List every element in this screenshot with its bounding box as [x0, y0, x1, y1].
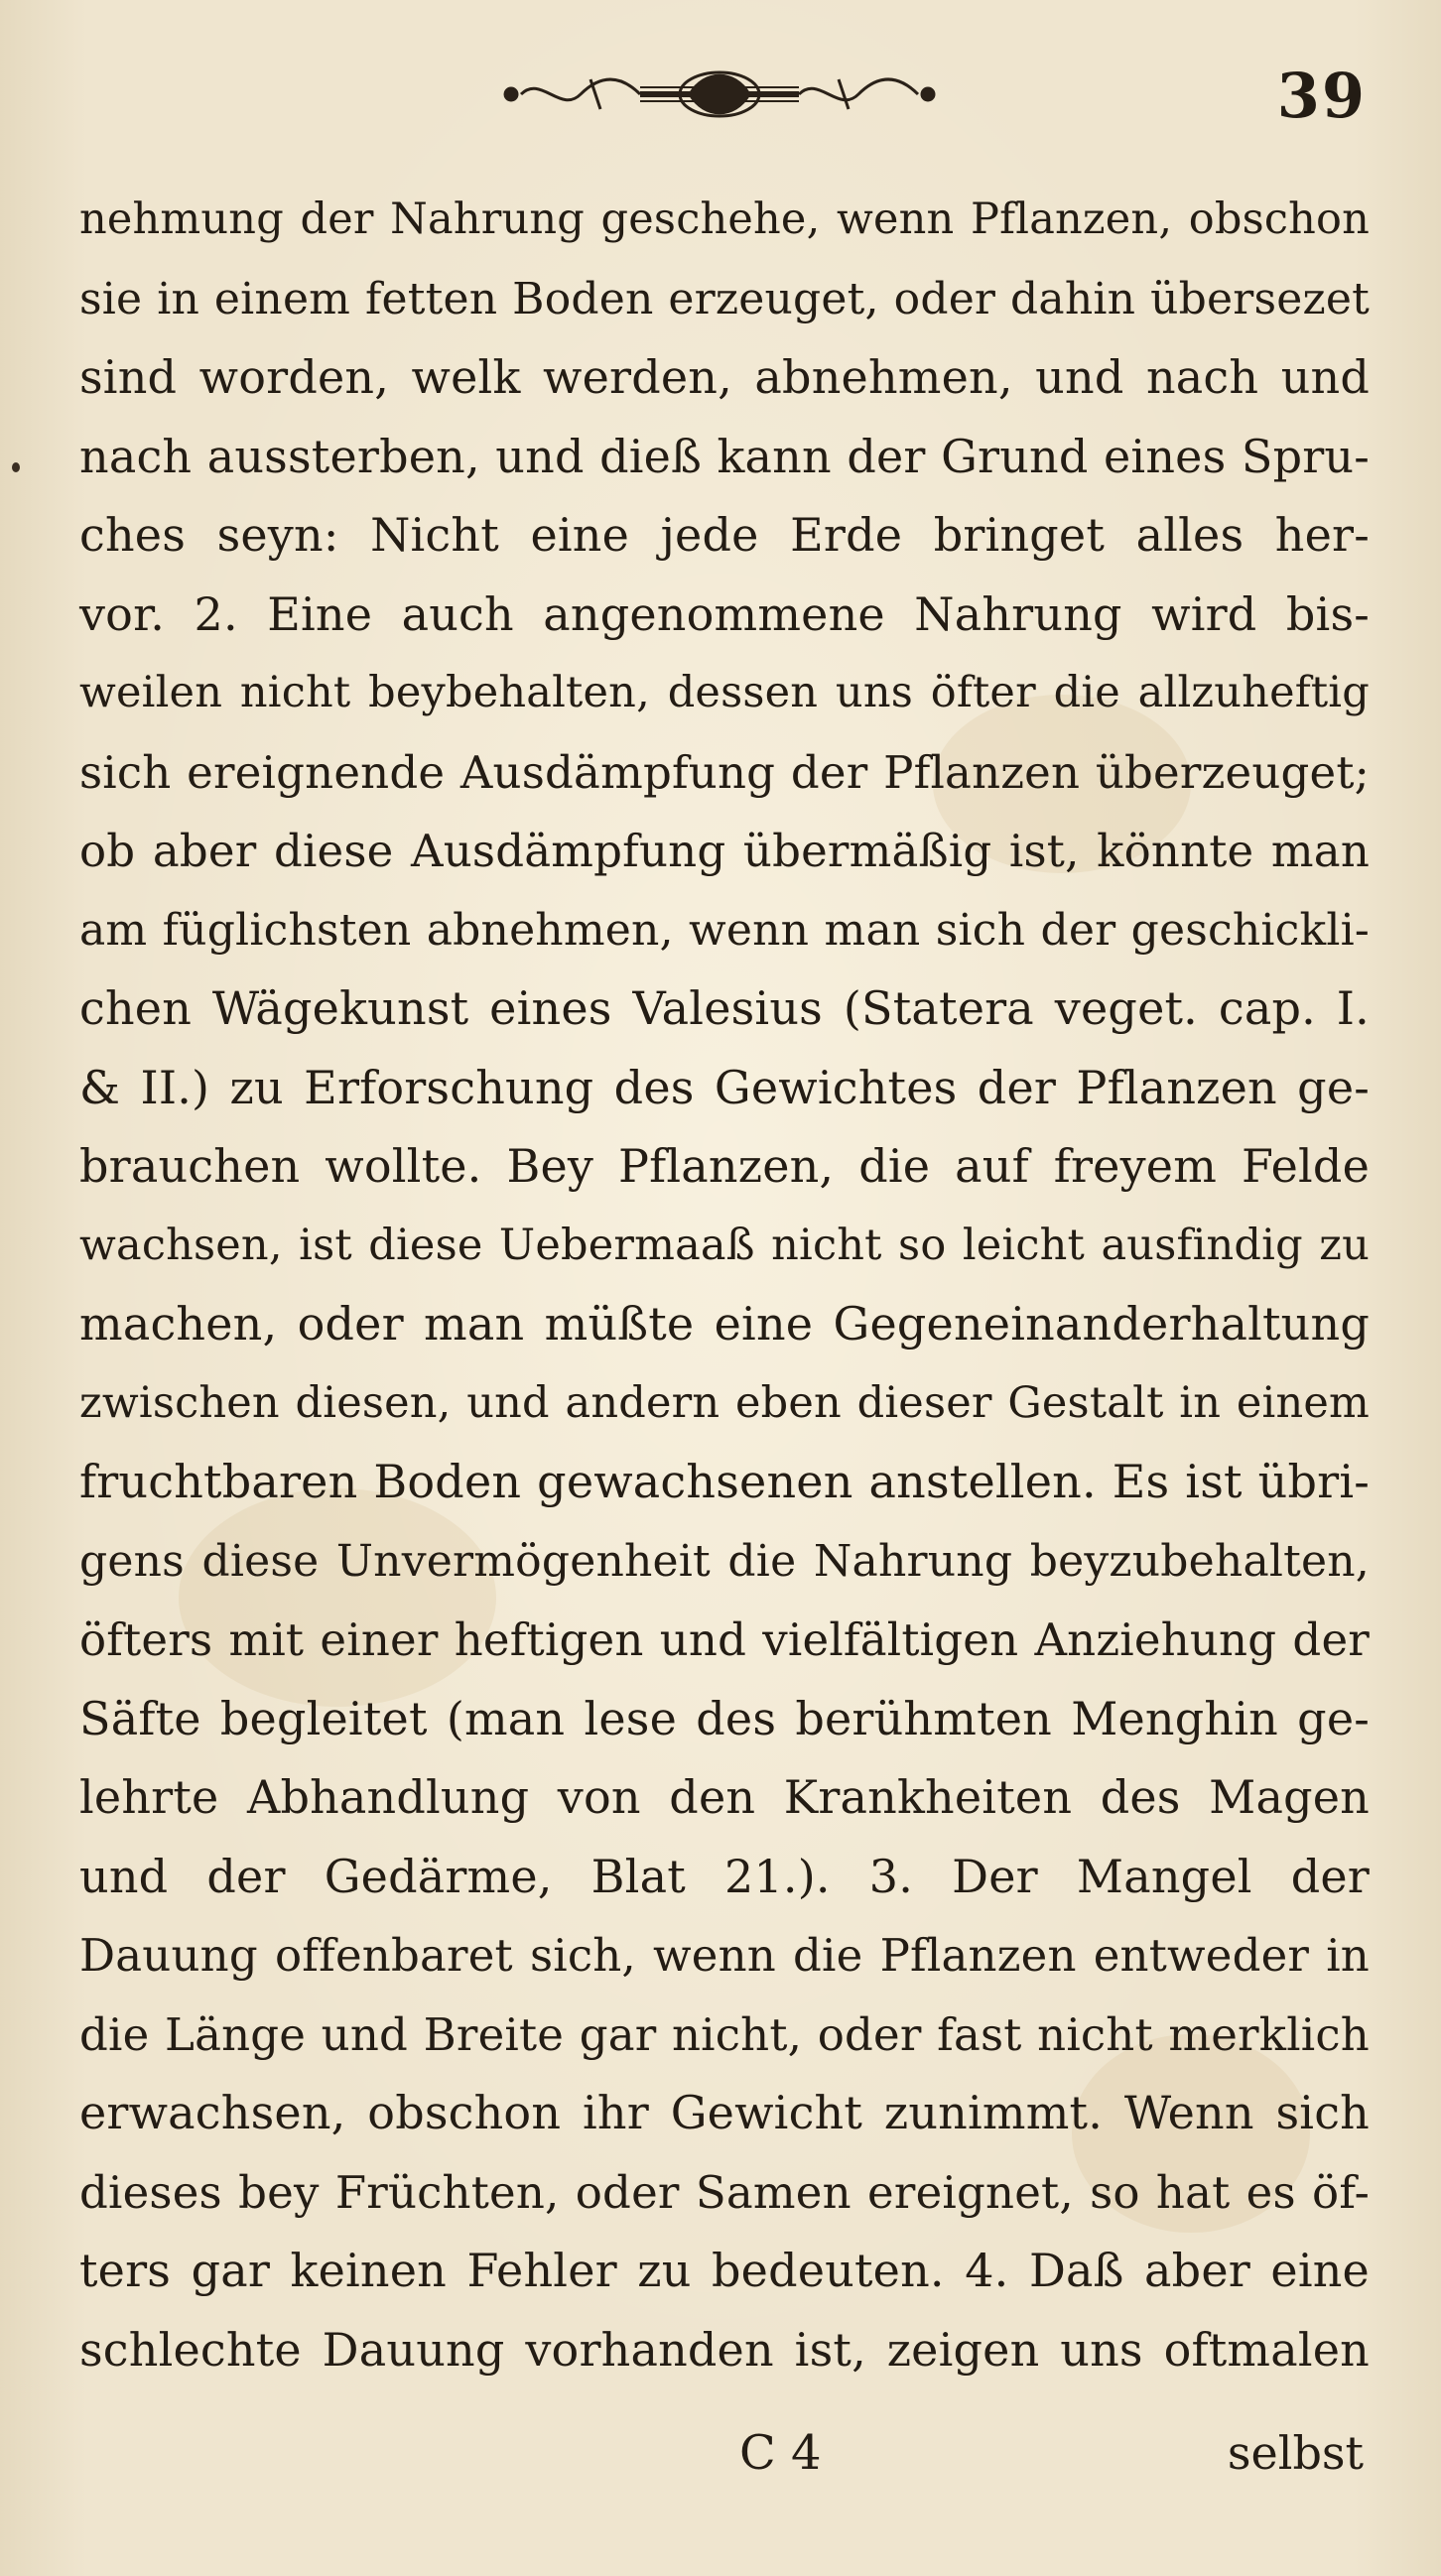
text-line: lehrte Abhandlung von den Krankheiten des Magen	[79, 1770, 1370, 1824]
text-line: am füglichsten abnehmen, wenn man sich der geschickli-	[79, 904, 1370, 956]
page-number: 39	[1276, 60, 1367, 132]
text-line: brauchen wollte. Bey Pflanzen, die auf freyem Felde	[79, 1139, 1370, 1193]
page-header	[0, 60, 1441, 132]
ornament-icon	[501, 60, 938, 129]
text-line: vor. 2. Eine auch angenommene Nahrung wird bis-	[79, 586, 1370, 641]
text-line: nehmung der Nahrung geschehe, wenn Pflanzen, obschon	[79, 194, 1370, 244]
text-line: ches seyn: Nicht eine jede Erde bringet alles her-	[79, 508, 1370, 562]
text-line: nach aussterben, und dieß kann der Grund eines Spru-	[79, 429, 1370, 483]
text-line: schlechte Dauung vorhanden ist, zeigen uns oftmalen	[79, 2322, 1370, 2377]
text-line: fruchtbaren Boden gewachsenen anstellen. Es ist übri-	[79, 1455, 1370, 1508]
text-line: zwischen diesen, und andern eben dieser Gestalt in einem	[79, 1377, 1370, 1428]
text-line: Säfte begleitet (man lese des berühmten Menghin ge-	[79, 1691, 1370, 1745]
text-line: ob aber diese Ausdämpfung übermäßig ist, könnte man	[79, 825, 1370, 877]
catchword: selbst	[1227, 2426, 1364, 2480]
page-footer	[0, 2413, 1441, 2493]
text-line: öfters mit einer heftigen und vielfältigen Anziehung der	[79, 1613, 1370, 1666]
text-line: sie in einem fetten Boden erzeuget, oder dahin übersezet	[79, 273, 1370, 324]
text-line: und der Gedärme, Blat 21.). 3. Der Mangel der	[79, 1849, 1370, 1903]
text-line: sich ereignende Ausdämpfung der Pflanzen überzeuget;	[79, 745, 1370, 799]
text-line: erwachsen, obschon ihr Gewicht zunimmt. Wenn sich	[79, 2086, 1370, 2139]
text-line: gens diese Unvermögenheit die Nahrung beyzubehalten,	[79, 1535, 1370, 1587]
text-line: sind worden, welk werden, abnehmen, und nach und	[79, 350, 1370, 404]
text-line: die Länge und Breite gar nicht, oder fast nicht merklich	[79, 2007, 1370, 2061]
text-line: & II.) zu Erforschung des Gewichtes der Pflanzen ge-	[79, 1060, 1370, 1114]
text-line: wachsen, ist diese Uebermaaß nicht so leicht ausfindig zu	[79, 1220, 1370, 1270]
text-line: chen Wägekunst eines Valesius (Statera veget. cap. I.	[79, 981, 1370, 1035]
text-line: machen, oder man müßte eine Gegeneinanderhaltung	[79, 1297, 1370, 1351]
signature-mark: C 4	[739, 2425, 822, 2481]
text-line: Dauung offenbaret sich, wenn die Pflanzen entweder in	[79, 1929, 1370, 1982]
text-line: dieses bey Früchten, oder Samen ereignet, so hat es öf-	[79, 2165, 1370, 2219]
body-text	[79, 181, 1370, 2389]
margin-mark	[12, 462, 20, 472]
text-line: ters gar keinen Fehler zu bedeuten. 4. Daß aber eine	[79, 2244, 1370, 2297]
text-line: weilen nicht beybehalten, dessen uns öfter die allzuheftig	[79, 668, 1370, 717]
